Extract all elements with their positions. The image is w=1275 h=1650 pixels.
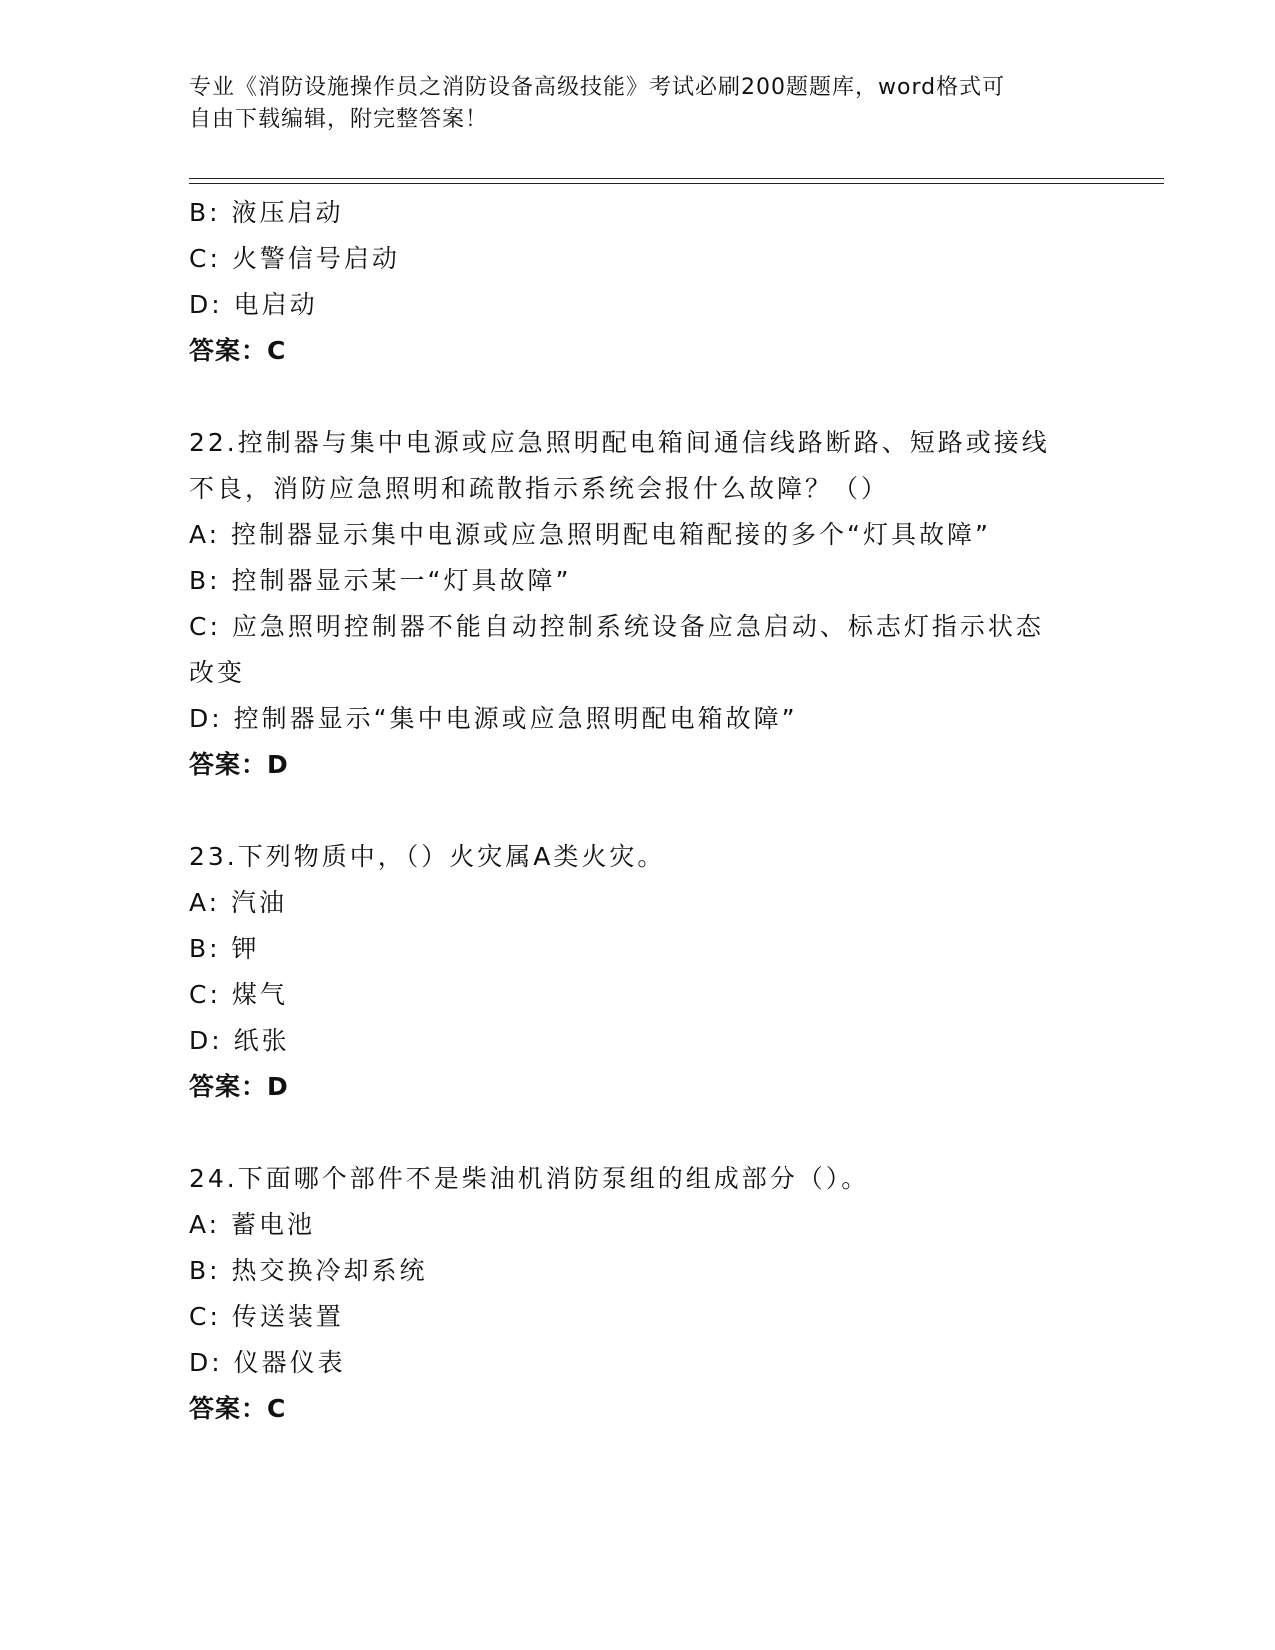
document-header xyxy=(189,72,1089,136)
question-stem: 24.下面哪个部件不是柴油机消防泵组的组成部分（）。 xyxy=(189,1164,870,1193)
question-stem: 23.下列物质中，（）火灾属A类火灾。 xyxy=(189,842,666,871)
option-c: C: 煤气 xyxy=(189,980,288,1009)
answer-line: 答案：C xyxy=(189,336,287,365)
header-divider-bottom xyxy=(189,183,1164,184)
answer-line: 答案：D xyxy=(189,750,289,779)
option-b: B: 热交换冷却系统 xyxy=(189,1256,428,1285)
option-b: B: 液压启动 xyxy=(189,198,344,227)
previous-question-block xyxy=(189,190,1089,374)
question-22 xyxy=(189,420,1089,788)
header-line-2: 自由下载编辑，附完整答案！ xyxy=(189,107,489,132)
question-23 xyxy=(189,834,1089,1110)
option-d: D: 仪器仪表 xyxy=(189,1348,346,1377)
option-d: D: 控制器显示“集中电源或应急照明配电箱故障” xyxy=(189,704,798,733)
header-divider-top xyxy=(189,178,1164,179)
question-24 xyxy=(189,1156,1089,1432)
option-c-line-1: C: 应急照明控制器不能自动控制系统设备应急启动、标志灯指示状态 xyxy=(189,612,1044,641)
question-stem-line-2: 不良，消防应急照明和疏散指示系统会报什么故障？（） xyxy=(189,474,890,503)
option-c: C: 传送装置 xyxy=(189,1302,344,1331)
option-d: D: 电启动 xyxy=(189,290,318,319)
option-a: A: 控制器显示集中电源或应急照明配电箱配接的多个“灯具故障” xyxy=(189,520,991,549)
option-c-line-2: 改变 xyxy=(189,658,246,687)
answer-line: 答案：C xyxy=(189,1394,287,1423)
option-d: D: 纸张 xyxy=(189,1026,290,1055)
answer-line: 答案：D xyxy=(189,1072,289,1101)
option-b: B: 钾 xyxy=(189,934,260,963)
question-stem-line-1: 22.控制器与集中电源或应急照明配电箱间通信线路断路、短路或接线 xyxy=(189,428,1050,457)
option-b: B: 控制器显示某一“灯具故障” xyxy=(189,566,572,595)
option-a: A: 汽油 xyxy=(189,888,288,917)
option-a: A: 蓄电池 xyxy=(189,1210,316,1239)
header-line-1: 专业《消防设施操作员之消防设备高级技能》考试必刷200题题库，word格式可 xyxy=(189,75,1006,100)
question-content xyxy=(189,190,1089,1432)
option-c: C: 火警信号启动 xyxy=(189,244,400,273)
